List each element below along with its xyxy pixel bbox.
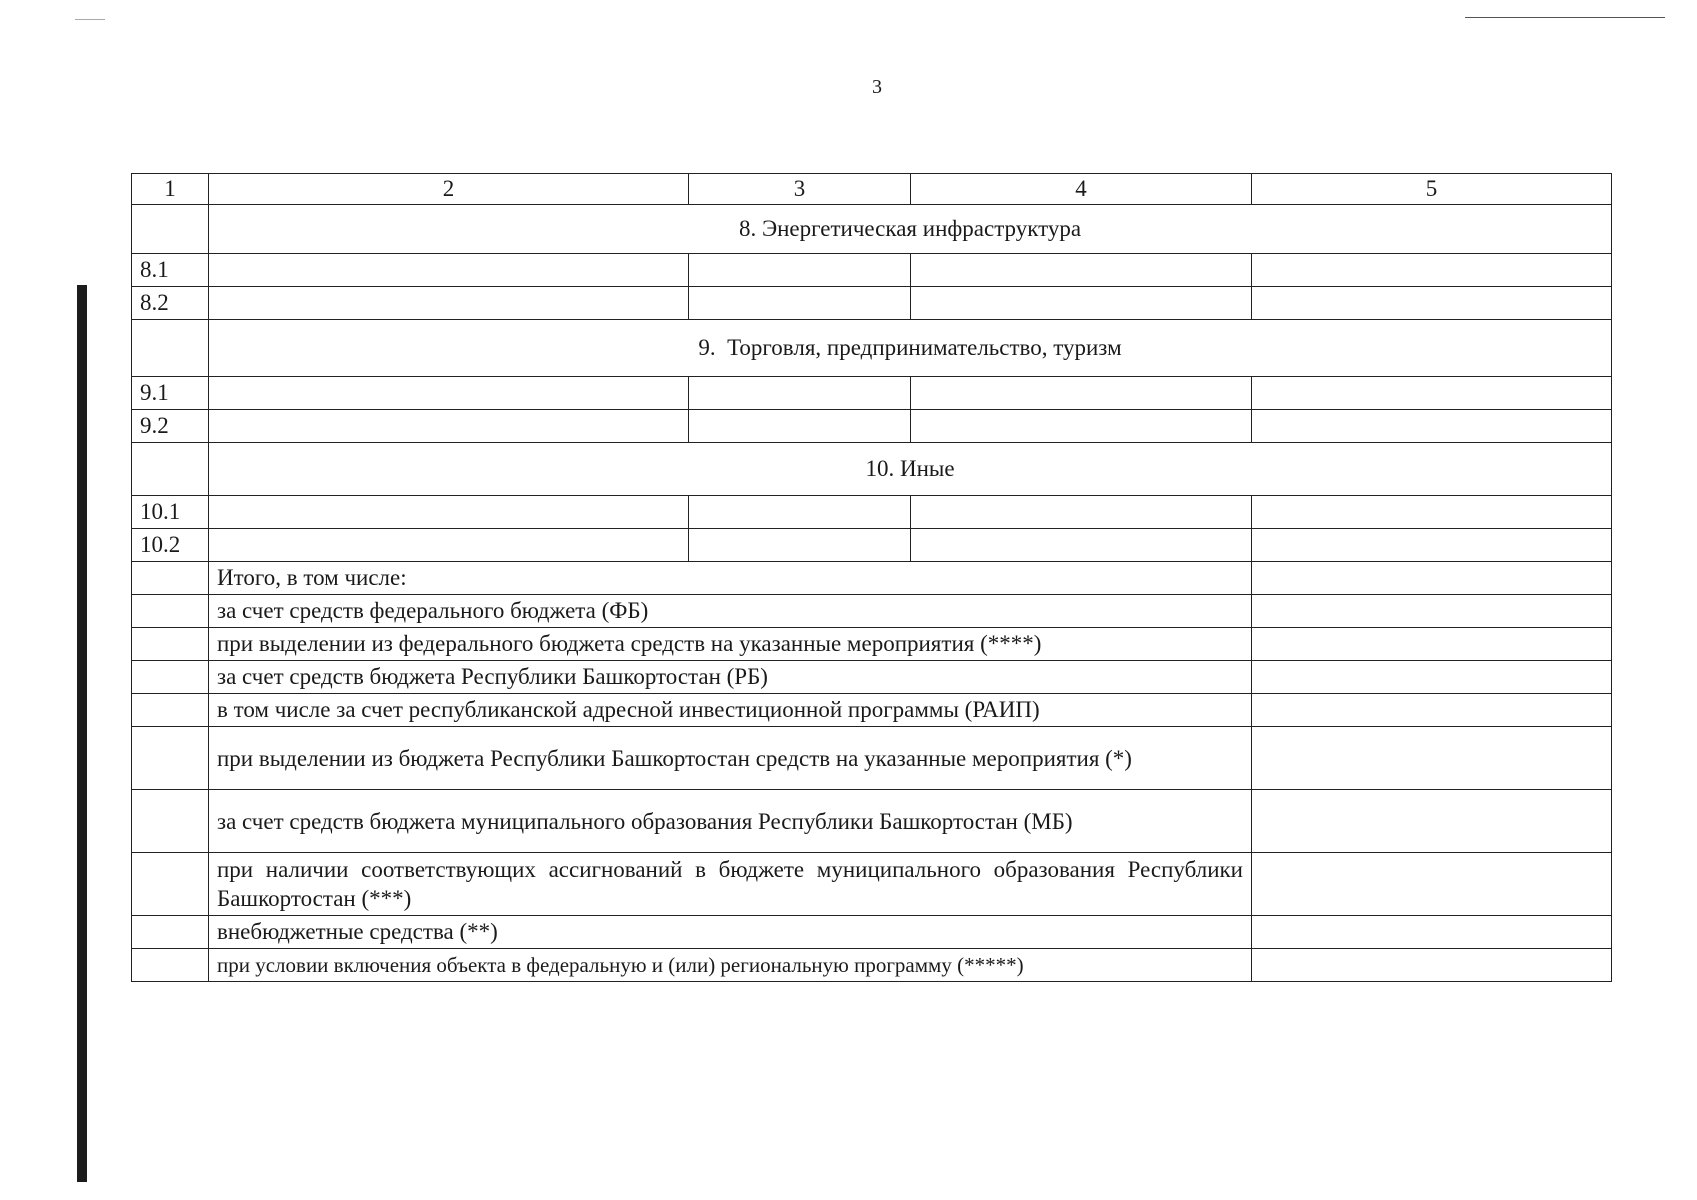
table-row: [132, 410, 1612, 443]
total-row: [132, 562, 1612, 595]
empty-cell: [209, 254, 689, 287]
total-label: внебюджетные средства (**): [209, 916, 1252, 949]
header-cell: 2: [209, 174, 689, 205]
total-label: при условии включения объекта в федеральную и (или) региональную программу (*****): [209, 949, 1252, 982]
empty-cell: [911, 529, 1252, 562]
empty-cell: [209, 410, 689, 443]
total-row: [132, 853, 1612, 916]
empty-cell: [132, 727, 209, 790]
empty-cell: [132, 443, 209, 496]
empty-cell: [1252, 916, 1612, 949]
scan-binding-edge: [77, 285, 87, 1182]
table-row: [132, 377, 1612, 410]
empty-cell: [132, 694, 209, 727]
total-row: [132, 628, 1612, 661]
empty-cell: [1252, 790, 1612, 853]
table-row: [132, 254, 1612, 287]
empty-cell: [1252, 694, 1612, 727]
total-row: [132, 595, 1612, 628]
section-title: 10. Иные: [209, 443, 1612, 496]
empty-cell: [911, 287, 1252, 320]
total-label: при наличии соответствующих ассигнований в бюджете муниципального образования Республики Башкортостан (***): [209, 853, 1252, 916]
empty-cell: [1252, 254, 1612, 287]
table-row: [132, 496, 1612, 529]
header-cell: 3: [689, 174, 911, 205]
empty-cell: [1252, 529, 1612, 562]
budget-table: [131, 173, 1612, 982]
empty-cell: [1252, 496, 1612, 529]
row-number: 9.1: [132, 377, 209, 410]
row-number: 10.1: [132, 496, 209, 529]
total-label: при выделении из бюджета Республики Башкортостан средств на указанные мероприятия (*): [209, 727, 1252, 790]
total-label: за счет средств федерального бюджета (ФБ): [209, 595, 1252, 628]
table-row: [132, 287, 1612, 320]
total-row: [132, 661, 1612, 694]
empty-cell: [209, 496, 689, 529]
empty-cell: [689, 254, 911, 287]
total-row: [132, 949, 1612, 982]
header-cell: 4: [911, 174, 1252, 205]
empty-cell: [209, 529, 689, 562]
section-row: [132, 320, 1612, 377]
empty-cell: [689, 496, 911, 529]
table-row: [132, 529, 1612, 562]
empty-cell: [132, 916, 209, 949]
page-number: 3: [872, 76, 882, 98]
empty-cell: [911, 254, 1252, 287]
section-row: [132, 205, 1612, 254]
empty-cell: [209, 287, 689, 320]
empty-cell: [132, 949, 209, 982]
empty-cell: [689, 529, 911, 562]
total-label: Итого, в том числе:: [209, 562, 1252, 595]
empty-cell: [1252, 410, 1612, 443]
empty-cell: [1252, 377, 1612, 410]
empty-cell: [1252, 562, 1612, 595]
row-number: 10.2: [132, 529, 209, 562]
empty-cell: [1252, 727, 1612, 790]
total-row: [132, 694, 1612, 727]
empty-cell: [689, 410, 911, 443]
empty-cell: [132, 790, 209, 853]
empty-cell: [689, 377, 911, 410]
empty-cell: [132, 595, 209, 628]
total-row: [132, 727, 1612, 790]
empty-cell: [911, 410, 1252, 443]
row-number: 9.2: [132, 410, 209, 443]
total-label: в том числе за счет республиканской адресной инвестиционной программы (РАИП): [209, 694, 1252, 727]
scan-rule: [1465, 17, 1665, 18]
empty-cell: [689, 287, 911, 320]
total-label: за счет средств бюджета Республики Башкортостан (РБ): [209, 661, 1252, 694]
empty-cell: [209, 377, 689, 410]
empty-cell: [132, 562, 209, 595]
row-number: 8.1: [132, 254, 209, 287]
empty-cell: [1252, 628, 1612, 661]
header-cell: 1: [132, 174, 209, 205]
total-row: [132, 916, 1612, 949]
total-label: при выделении из федерального бюджета средств на указанные мероприятия (****): [209, 628, 1252, 661]
empty-cell: [911, 377, 1252, 410]
empty-cell: [1252, 595, 1612, 628]
empty-cell: [132, 628, 209, 661]
scan-mark: [75, 19, 105, 20]
row-number: 8.2: [132, 287, 209, 320]
empty-cell: [911, 496, 1252, 529]
section-title: 8. Энергетическая инфраструктура: [209, 205, 1612, 254]
section-row: [132, 443, 1612, 496]
empty-cell: [132, 661, 209, 694]
total-label: за счет средств бюджета муниципального образования Республики Башкортостан (МБ): [209, 790, 1252, 853]
empty-cell: [132, 853, 209, 916]
table-header-row: [132, 174, 1612, 205]
empty-cell: [132, 320, 209, 377]
empty-cell: [132, 205, 209, 254]
empty-cell: [1252, 949, 1612, 982]
empty-cell: [1252, 661, 1612, 694]
section-title: 9. Торговля, предпринимательство, туризм: [209, 320, 1612, 377]
total-row: [132, 790, 1612, 853]
header-cell: 5: [1252, 174, 1612, 205]
empty-cell: [1252, 287, 1612, 320]
empty-cell: [1252, 853, 1612, 916]
